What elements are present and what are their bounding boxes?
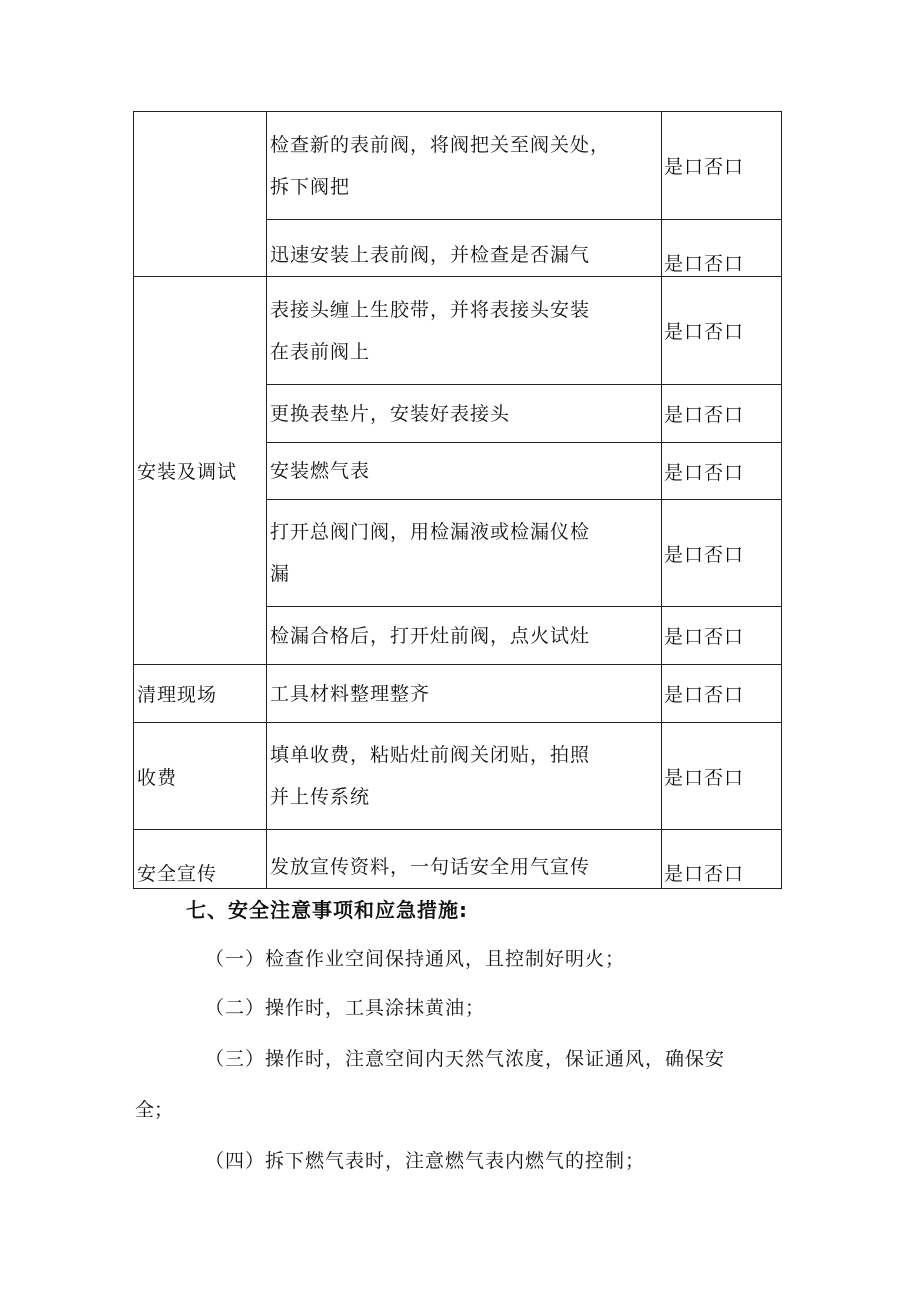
step-cell: 发放宣传资料，一句话安全用气宣传 [267, 830, 662, 889]
category-cell: 安装及调试 [134, 277, 267, 665]
table-row [134, 277, 782, 385]
step-cell [267, 277, 662, 385]
section-heading: 七、安全注意事项和应急措施: [186, 898, 468, 922]
step-cell: 安装燃气表 [267, 443, 662, 500]
list-item: （二）操作时，工具涂抹黄油； [205, 997, 486, 1019]
step-line: 填单收费，粘贴灶前阀关闭贴，拍照 [270, 744, 591, 766]
table-row [134, 665, 782, 723]
step-cell [267, 112, 662, 220]
step-cell: 检漏合格后，打开灶前阀，点火试灶 [267, 607, 662, 665]
category-cell [134, 112, 267, 277]
table-row [134, 112, 782, 220]
table-row [134, 830, 782, 889]
step-line: 检查新的表前阀，将阀把关至阀关处， [270, 133, 611, 156]
step-cell: 工具材料整理整齐 [267, 665, 662, 723]
step-line: 在表前阀上 [270, 340, 371, 363]
checkbox-option[interactable]: 是口否口 [662, 830, 782, 889]
step-line: 并上传系统 [270, 786, 371, 808]
step-line: 打开总阀门阀，用检漏液或检漏仪检 [270, 521, 591, 543]
checkbox-option[interactable]: 是口否口 [662, 500, 782, 607]
list-item: （一）检查作业空间保持通风，且控制好明火； [205, 948, 626, 970]
checkbox-option[interactable]: 是口否口 [662, 277, 782, 385]
checkbox-option[interactable]: 是口否口 [662, 607, 782, 665]
list-item-continuation: 全； [135, 1099, 174, 1121]
step-line: 表接头缠上生胶带，并将表接头安装 [270, 298, 591, 321]
checkbox-option[interactable]: 是口否口 [662, 665, 782, 723]
category-cell: 清理现场 [134, 665, 267, 723]
list-item: （三）操作时，注意空间内天然气浓度，保证通风，确保安 [205, 1048, 726, 1070]
checkbox-option[interactable]: 是口否口 [662, 723, 782, 830]
checkbox-option[interactable]: 是口否口 [662, 112, 782, 220]
category-cell: 安全宣传 [134, 830, 267, 889]
category-cell: 收费 [134, 723, 267, 830]
list-item: （四）拆下燃气表时，注意燃气表内燃气的控制； [205, 1150, 646, 1172]
checkbox-option[interactable]: 是口否口 [662, 220, 782, 277]
step-line: 拆下阀把 [270, 175, 351, 198]
table-row [134, 723, 782, 830]
step-cell [267, 723, 662, 830]
checkbox-option[interactable]: 是口否口 [662, 443, 782, 500]
step-cell: 迅速安装上表前阀，并检查是否漏气 [267, 220, 662, 277]
step-cell [267, 500, 662, 607]
step-line: 漏 [270, 563, 291, 585]
checkbox-option[interactable]: 是口否口 [662, 385, 782, 443]
step-cell: 更换表垫片，安装好表接头 [267, 385, 662, 443]
checklist-table [133, 111, 782, 889]
